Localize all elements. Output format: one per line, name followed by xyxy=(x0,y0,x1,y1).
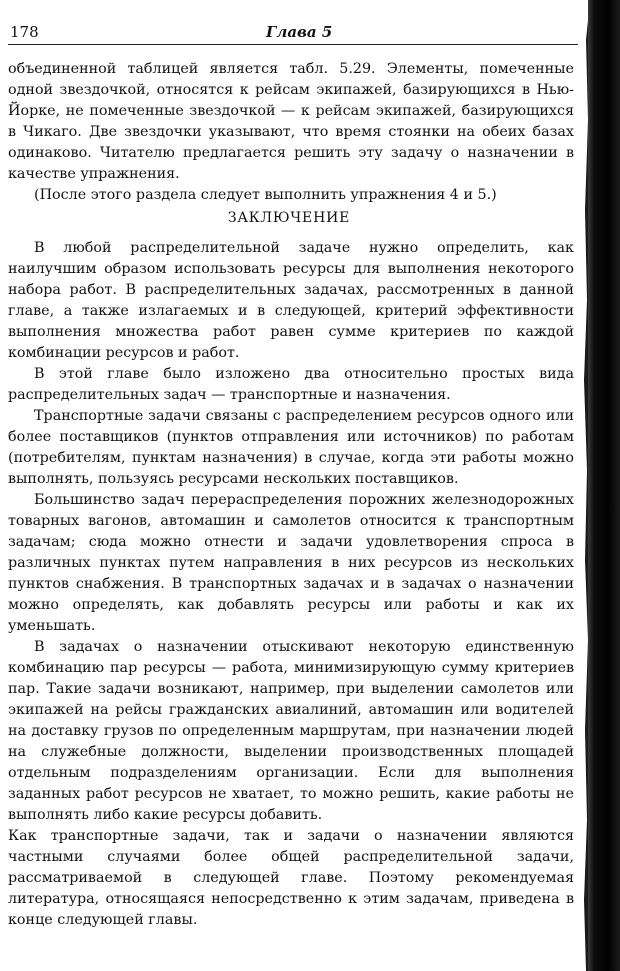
conclusion-paragraph-2: В этой главе было изложено два относительно простых вида распределительных задач — транспортные и назначения. xyxy=(8,366,574,403)
exercise-note: (После этого раздела следует выполнить упражнения 4 и 5.) xyxy=(34,187,497,203)
running-header xyxy=(8,20,578,45)
intro-text xyxy=(8,59,574,206)
conclusion-paragraph-4: Большинство задач перераспределения порожних железнодорожных товарных вагонов, автомашин и самолетов относится к транспортным задачам; сюда можно отнести и задачи удовлетворения спроса в различных пунктах путем направления в них ресурсов из нескольких пунктов снабжения. В транспортных задачах и в задачах о назначении можно определять, как добавлять ресурсы или работы и как их уменьшать. xyxy=(8,492,574,634)
conclusion-paragraph-5: В задачах о назначении отыскивают некоторую единственную комбинацию пар ресурсы — работа, минимизирующую сумму критериев пар. Такие задачи возникают, например, при выделении самолетов или экипажей на рейсы гражданских авиалиний, автомашин или водителей на доставку грузов по определенным маршрутам, при назначении людей на служебные должности, выделении производственных площадей отдельным подразделениям организации. Если для выполнения заданных работ ресурсов не хватает, то можно решить, какие работы не выполнять либо какие ресурсы добавить. xyxy=(8,639,574,823)
conclusion-paragraph-6: Как транспортные задачи, так и задачи о назначении являются частными случаями более общей распределительной задачи, рассматриваемой в следующей главе. Поэтому рекомендуемая литература, относящаяся непосредственно к этим задачам, приведена в конце следующей главы. xyxy=(8,828,574,928)
page-number: 178 xyxy=(10,23,39,41)
conclusion-body xyxy=(8,238,574,931)
binding-edge xyxy=(588,0,620,971)
intro-paragraph: объединенной таблицей является табл. 5.29. Элементы, помеченные одной звездочкой, относятся к рейсам экипажей, базирующихся в Нью-Йорке, не помеченные звездочкой — к рейсам экипажей, базирующихся в Чикаго. Две звездочки указывают, что время стоянки на обеих базах одинаково. Читателю предлагается решить эту задачу о назначении в качестве упражнения. xyxy=(8,61,574,182)
conclusion-paragraph-3: Транспортные задачи связаны с распределением ресурсов одного или более поставщиков (пунктов отправления или источников) по работам (потребителям, пунктам назначения) в случае, когда эти работы можно выполнять, пользуясь ресурсами нескольких поставщиков. xyxy=(8,408,574,487)
section-heading: ЗАКЛЮЧЕНИЕ xyxy=(227,210,351,226)
chapter-label: Глава 5 xyxy=(266,23,333,41)
conclusion-paragraph-1: В любой распределительной задаче нужно определить, как наилучшим образом использовать ресурсы для выполнения некоторого набора работ. В распределительных задачах, рассмотренных в данной главе, а также излагаемых и в следующей, критерий эффективности выполнения множества работ равен сумме критериев по каждой комбинации ресурсов и работ. xyxy=(8,240,574,361)
